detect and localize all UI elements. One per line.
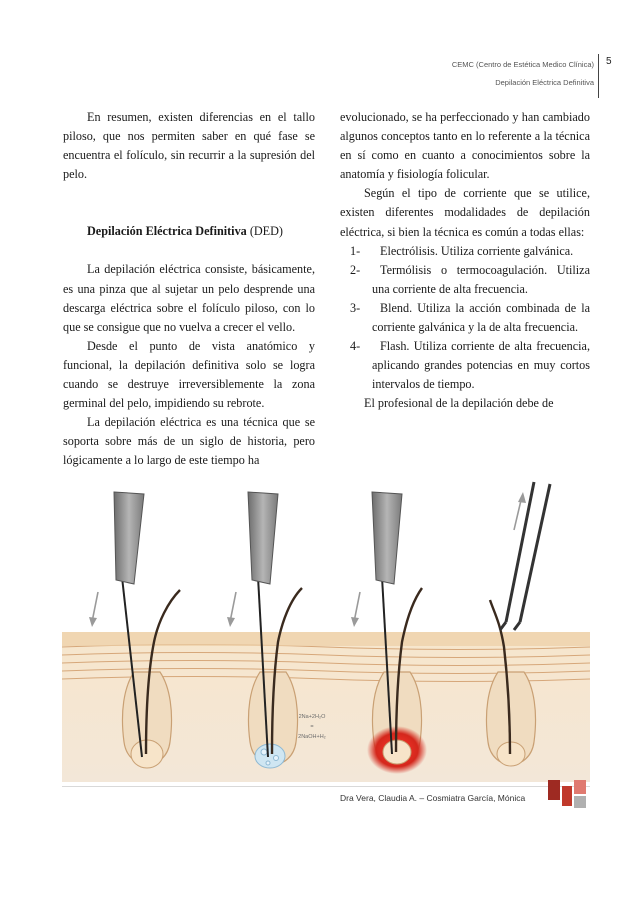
list-text: Termólisis o termocoagulación. Utiliza una corriente de alta frecuencia. (372, 262, 590, 296)
list-number: 3- (350, 300, 361, 315)
paragraph: evolucionado, se ha perfeccionado y han cambiado algunos conceptos tanto en lo referente a la técnica en sí como en cuanto a conocimientos sobre la anatomía y fisiología folicular. (340, 110, 590, 182)
formula-line: 2NaOH+H₂ (298, 734, 326, 740)
modalities-list (340, 242, 590, 395)
paragraph: El profesional de la depilación debe de (364, 396, 554, 411)
paragraph: Desde el punto de vista anatómico y funcional, la depilación definitiva solo se logra cuando se destruye irreversiblemente la zona germinal del pelo, impidiendo su rebrote. (63, 338, 315, 411)
electrolysis-techniques-illustration (62, 472, 590, 784)
paragraph: La depilación eléctrica es una técnica que se soporta sobre más de un siglo de historia, pero lógicamente a lo largo de este tiempo ha (63, 415, 315, 468)
header-text (452, 56, 594, 92)
page-number: 5 (606, 56, 612, 67)
header-title: CEMC (Centro de Estética Medico Clínica) (451, 60, 594, 69)
paragraph: La depilación eléctrica consiste, básicamente, es una pinza que al sujetar un pelo desprende una descarga eléctrica sobre el folículo piloso, con lo que se consigue que no vuelva a crecer el vello. (63, 262, 315, 334)
header-subtitle: Depilación Eléctrica Definitiva (495, 78, 594, 87)
list-number: 2- (350, 262, 361, 277)
formula-line: 2Na+2H₂O (298, 714, 326, 720)
right-column (340, 108, 590, 414)
list-text: Flash. Utiliza corriente de alta frecuencia, aplicando grandes potencias en muy cortos intervalos de tiempo. (372, 339, 590, 392)
formula-line: = (310, 724, 314, 730)
list-text: Blend. Utiliza la acción combinada de la corriente galvánica y la de alta frecuencia. (372, 300, 590, 335)
header-divider (598, 54, 599, 98)
footer-divider (62, 786, 590, 787)
list-number: 4- (350, 339, 361, 354)
list-item (340, 299, 590, 337)
paragraph: En resumen, existen diferencias en el tallo piloso, que nos permiten saber en qué fase se encuentra el folículo, sin recurrir a la supresión del pelo. (63, 110, 315, 182)
paragraph: Según el tipo de corriente que se utilice, existen diferentes modalidades de depilación eléctrica, si bien la técnica es común a todas ellas: (340, 186, 590, 239)
section-heading (63, 222, 315, 241)
list-text: Electrólisis. Utiliza corriente galvánica. (380, 243, 574, 258)
list-number: 1- (350, 243, 361, 258)
list-item (340, 337, 590, 394)
footer-authors: Dra Vera, Claudia A. – Cosmiatra García, Mónica (340, 793, 526, 803)
section-heading-bold: Depilación Eléctrica Definitiva (87, 224, 247, 239)
list-item (340, 242, 590, 261)
section-heading-suffix: (DED) (246, 224, 283, 239)
left-column (63, 108, 315, 471)
list-item (340, 261, 590, 299)
footer-decoration (548, 780, 588, 812)
